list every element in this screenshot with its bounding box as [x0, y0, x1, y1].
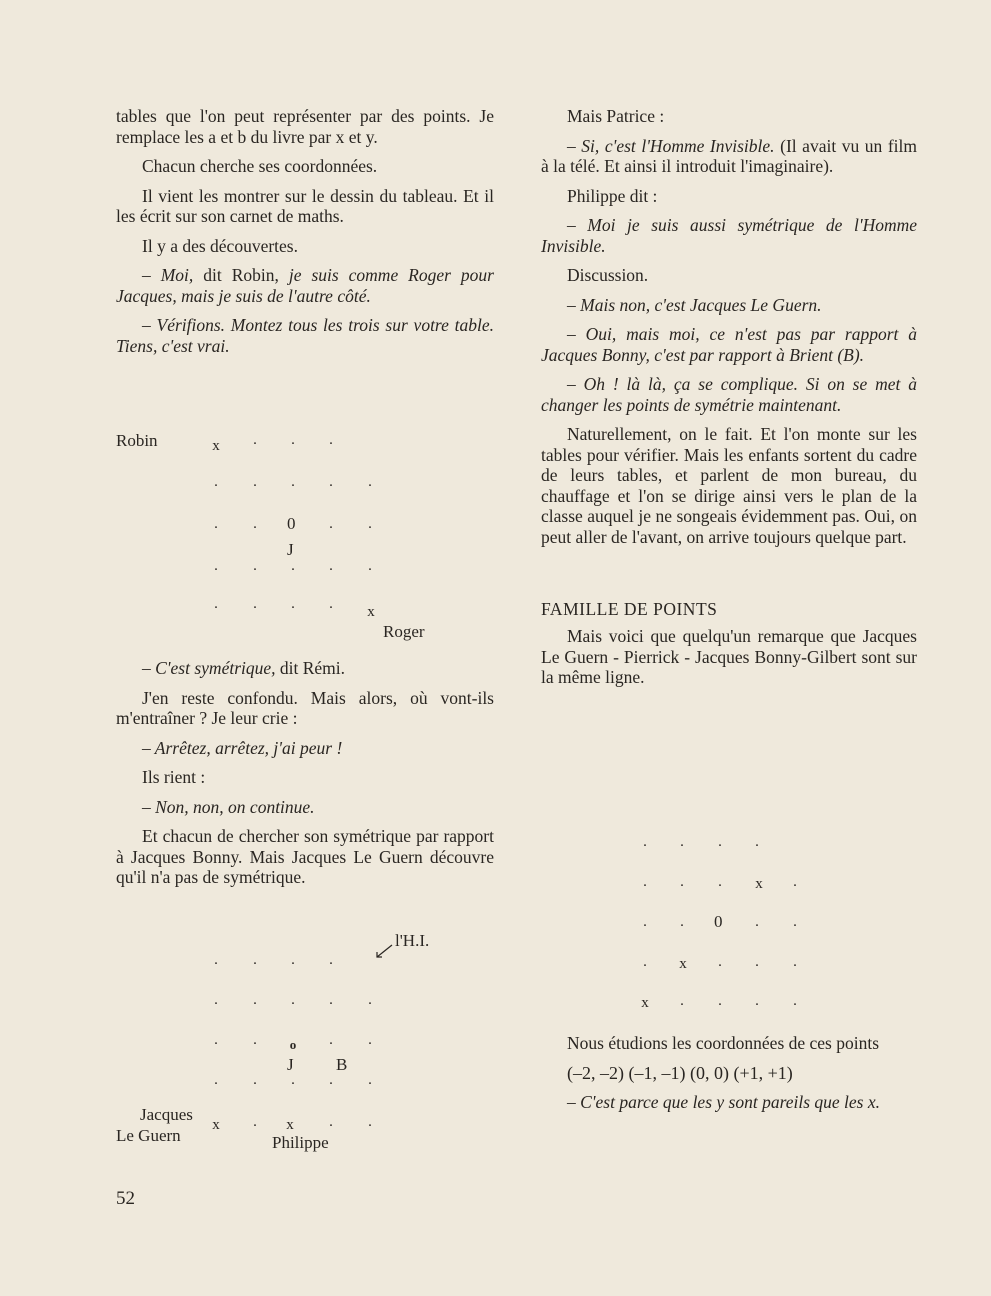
left-p5-speech-b: je suis comme Roger pour Jacques, mais je suis de l'autre côté.	[116, 265, 494, 306]
diagram2-dot: .	[214, 952, 218, 968]
diagram3-dot: .	[793, 914, 797, 930]
diagram3-dot: .	[755, 954, 759, 970]
left-paragraph-9	[116, 738, 494, 759]
left-paragraph-4: Il y a des découvertes.	[142, 235, 298, 256]
diagram2-dot: .	[253, 1072, 257, 1088]
diagram1-dot: .	[253, 558, 257, 574]
right-paragraph-2	[541, 136, 917, 177]
diagram1-mark-roger: x	[367, 604, 375, 620]
diagram1-label-robin: Robin	[116, 431, 158, 450]
right-paragraph-4	[541, 215, 917, 256]
left-p9-speech: – Arrêtez, arrêtez, j'ai peur !	[142, 737, 343, 758]
right-paragraph-7	[541, 324, 917, 365]
diagram2-dot: .	[329, 992, 333, 1008]
diagram2-dot: .	[368, 1072, 372, 1088]
left-p5-narration: dit Robin,	[193, 265, 289, 285]
diagram2-dot: .	[329, 952, 333, 968]
right-paragraph-3: Philippe dit :	[567, 185, 658, 206]
diagram2-dot: .	[329, 1032, 333, 1048]
coordinates-list: (–2, –2) (–1, –1) (0, 0) (+1, +1)	[567, 1062, 793, 1083]
diagram2-dot: .	[253, 1032, 257, 1048]
diagram3-dot: .	[643, 834, 647, 850]
diagram2-dot: .	[329, 1072, 333, 1088]
diagram1-dot: .	[214, 558, 218, 574]
diagram2-dot: .	[368, 1114, 372, 1130]
diagram3-dot: .	[793, 993, 797, 1009]
diagram3-dot: .	[643, 954, 647, 970]
diagram1-dot: .	[214, 596, 218, 612]
diagram3-mark: x	[755, 876, 763, 892]
left-paragraph-6	[116, 315, 494, 356]
right-paragraph-5: Discussion.	[567, 265, 649, 285]
diagram3-mark: x	[641, 995, 649, 1011]
diagram3-dot: .	[793, 874, 797, 890]
section-heading: FAMILLE DE POINTS	[541, 599, 718, 619]
diagram2-dot: .	[214, 992, 218, 1008]
diagram1-dot: .	[291, 474, 295, 490]
diagram1-label-j: J	[287, 540, 294, 559]
diagram3-label-origin: 0	[714, 912, 723, 931]
right-p8-speech: – Oh ! là là, ça se complique. Si on se met à changer les points de symétrie maintenant.	[541, 374, 917, 415]
diagram2-label-philippe: Philippe	[272, 1133, 329, 1152]
right-p6-speech: – Mais non, c'est Jacques Le Guern.	[567, 294, 822, 315]
diagram3-dot: .	[755, 914, 759, 930]
diagram1-mark-robin: x	[212, 438, 220, 454]
diagram1-dot: .	[253, 596, 257, 612]
right-p12-speech: – C'est parce que les y sont pareils que les x.	[567, 1092, 881, 1112]
diagram1-label-roger: Roger	[383, 622, 425, 641]
diagram1-dot: .	[253, 516, 257, 532]
left-paragraph-3: Il vient les montrer sur le dessin du tableau. Et il les écrit sur son carnet de maths.	[116, 185, 494, 226]
diagram3-dot: .	[718, 874, 722, 890]
diagram1-dot: .	[214, 474, 218, 490]
diagram2-dot: .	[368, 992, 372, 1008]
left-paragraph-11	[116, 797, 494, 818]
diagram3-mark: x	[679, 956, 687, 972]
diagram2-dot: .	[291, 952, 295, 968]
diagram1-dot: .	[253, 432, 257, 448]
right-column	[541, 106, 917, 697]
diagram1-dot: .	[329, 558, 333, 574]
page-number: 52	[116, 1188, 135, 1209]
left-paragraph-8: J'en reste confondu. Mais alors, où vont-ils m'entraîner ? Je leur crie :	[116, 687, 494, 728]
diagram1-dot: .	[291, 558, 295, 574]
left-column	[116, 106, 494, 365]
left-paragraph-1: tables que l'on peut représenter par des points. Je remplace les a et b du livre par x et y.	[116, 106, 494, 147]
diagram1-dot: .	[291, 432, 295, 448]
diagram2-dot: .	[214, 1072, 218, 1088]
diagram2-label-homme-invisible: l'H.I.	[395, 931, 430, 950]
left-p7-speech: – C'est symétrique,	[142, 658, 276, 678]
diagram2-dot: .	[291, 1072, 295, 1088]
diagram2-label-b: B	[336, 1055, 348, 1074]
diagram2-dot: .	[253, 1114, 257, 1130]
left-p7-narration: dit Rémi.	[275, 658, 346, 678]
right-paragraph-9: Naturellement, on le fait. Et l'on monte sur les tables pour vérifier. Mais les enfants sortent du cadre de leurs tables, et parlent de mon bureau, du chauffage et l'on se dirige ainsi vers le plan de la classe auquel je ne songeais évidemment pas. Oui, on peut aller de l'avant, on arrive toujours quelque part.	[541, 424, 917, 547]
diagram2-dot: .	[291, 992, 295, 1008]
right-p4-speech: – Moi je suis aussi symétrique de l'Homme Invisible.	[541, 215, 917, 256]
diagram1-dot: .	[253, 474, 257, 490]
diagram1-dot: .	[329, 516, 333, 532]
diagram3-dot: .	[680, 834, 684, 850]
diagram1-dot: .	[368, 516, 372, 532]
diagram3-dot: .	[718, 954, 722, 970]
diagram3-dot: .	[680, 914, 684, 930]
diagram3-dot: .	[718, 993, 722, 1009]
left-column-continued	[116, 658, 494, 897]
diagram2-dot: .	[329, 1114, 333, 1130]
diagram1-dot: .	[368, 474, 372, 490]
diagram3-dot: .	[680, 993, 684, 1009]
right-paragraph-10: Mais voici que quelqu'un remarque que Jacques Le Guern - Pierrick - Jacques Bonny-Gilbert sont sur la même ligne.	[541, 626, 917, 687]
left-paragraph-2: Chacun cherche ses coordonnées.	[142, 156, 378, 176]
right-paragraph-12	[541, 1092, 917, 1113]
left-paragraph-10: Ils rient :	[142, 767, 206, 787]
diagram3-dot: .	[755, 834, 759, 850]
diagram2-mark-philippe: x	[286, 1117, 294, 1133]
left-p11-speech: – Non, non, on continue.	[142, 796, 315, 817]
left-p5-speech-a: – Moi,	[142, 265, 194, 285]
diagram3-dot: .	[643, 874, 647, 890]
diagram2-dot: .	[253, 952, 257, 968]
diagram1-dot: .	[291, 596, 295, 612]
diagram1-dot: .	[329, 474, 333, 490]
arrow-icon	[374, 944, 394, 960]
right-paragraph-1: Mais Patrice :	[567, 106, 665, 126]
diagram1-dot: .	[329, 596, 333, 612]
diagram2-mark-le-guern: x	[212, 1117, 220, 1133]
diagram1-dot: .	[329, 432, 333, 448]
left-paragraph-5	[116, 265, 494, 306]
left-paragraph-12: Et chacun de chercher son symétrique par rapport à Jacques Bonny. Mais Jacques Le Guern découvre qu'il n'a pas de symétrique.	[116, 826, 494, 887]
diagram2-label-jacques: Jacques	[140, 1105, 193, 1124]
right-p2-speech: – Si, c'est l'Homme Invisible.	[567, 135, 775, 156]
diagram3-dot: .	[793, 954, 797, 970]
diagram1-dot: .	[368, 558, 372, 574]
diagram2-dot: .	[214, 1032, 218, 1048]
diagram2-mark-center: o	[289, 1037, 297, 1052]
right-column-continued	[541, 1033, 917, 1122]
right-paragraph-11: Nous étudions les coordonnées de ces points	[567, 1033, 880, 1053]
diagram1-label-origin: 0	[287, 514, 296, 533]
left-paragraph-7	[116, 658, 494, 679]
left-p6-speech: – Vérifions. Montez tous les trois sur votre table. Tiens, c'est vrai.	[116, 315, 494, 356]
right-paragraph-8	[541, 374, 917, 415]
diagram2-dot: .	[368, 1032, 372, 1048]
diagram3-dot: .	[755, 993, 759, 1009]
diagram3-dot: .	[718, 834, 722, 850]
diagram1-dot: .	[214, 516, 218, 532]
diagram2-label-le-guern: Le Guern	[116, 1126, 181, 1145]
diagram2-label-j: J	[287, 1055, 294, 1074]
right-paragraph-6	[541, 295, 917, 316]
right-p2-narration: (Il avait vu un film à la télé. Et ainsi il introduit l'imaginaire).	[541, 135, 917, 176]
right-p7-speech: – Oui, mais moi, ce n'est pas par rapport à Jacques Bonny, c'est par rapport à Brient (B).	[541, 324, 917, 365]
diagram3-dot: .	[680, 874, 684, 890]
diagram3-dot: .	[643, 914, 647, 930]
diagram2-dot: .	[253, 992, 257, 1008]
